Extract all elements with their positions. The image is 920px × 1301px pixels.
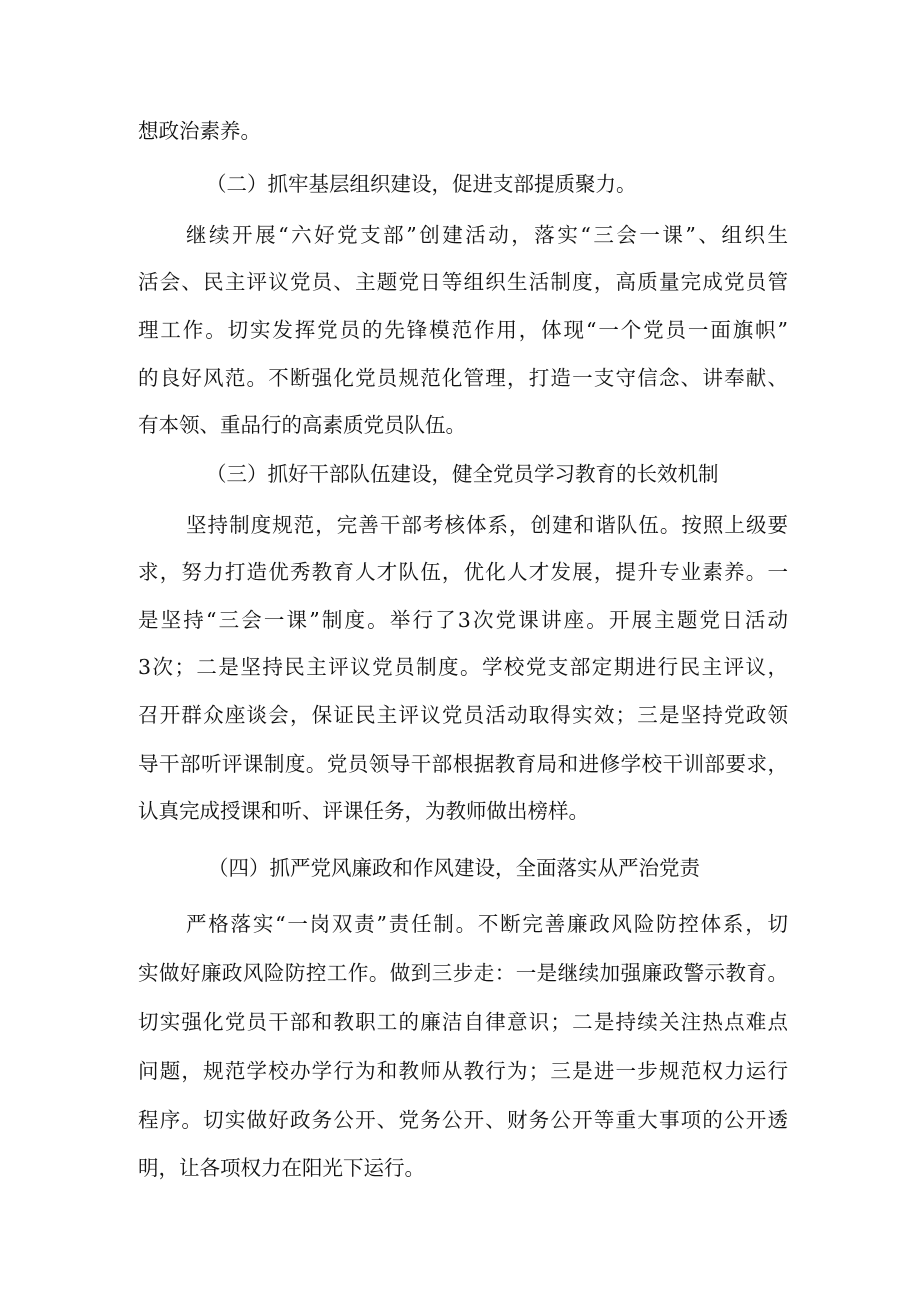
section-heading: （四）抓严党风廉政和作风建设，全面落实从严治党责 <box>208 856 700 880</box>
paragraph-line: 求，努力打造优秀教育人才队伍，优化人才发展，提升专业素养。一 <box>138 560 788 584</box>
paragraph-line: 活会、民主评议党员、主题党日等组织生活制度，高质量完成党员管 <box>138 270 788 294</box>
paragraph-line: 严格落实“一岗双责”责任制。不断完善廉政风险防控体系，切 <box>186 912 788 936</box>
paragraph-line: 导干部听评课制度。党员领导干部根据教育局和进修学校干训部要求， <box>138 752 788 776</box>
paragraph-line: 认真完成授课和听、评课任务，为教师做出榜样。 <box>138 799 589 823</box>
paragraph-line: 明，让各项权力在阳光下运行。 <box>138 1156 425 1180</box>
paragraph-line: 是坚持“三会一课”制度。举行了3次党课讲座。开展主题党日活动 <box>138 608 788 632</box>
paragraph-line: 想政治素养。 <box>138 119 261 143</box>
section-heading: （二）抓牢基层组织建设，促进支部提质聚力。 <box>206 172 637 196</box>
paragraph-line: 的良好风范。不断强化党员规范化管理，打造一支守信念、讲奉献、 <box>138 366 788 390</box>
paragraph-line: 程序。切实做好政务公开、党务公开、财务公开等重大事项的公开透 <box>138 1108 788 1132</box>
paragraph-line: 问题，规范学校办学行为和教师从教行为；三是进一步规范权力运行 <box>138 1059 788 1083</box>
paragraph-line: 召开群众座谈会，保证民主评议党员活动取得实效；三是坚持党政领 <box>138 703 788 727</box>
paragraph-line: 继续开展“六好党支部”创建活动，落实“三会一课”、组织生 <box>186 223 788 247</box>
paragraph-line: 3次；二是坚持民主评议党员制度。学校党支部定期进行民主评议， <box>138 655 788 679</box>
paragraph-line: 切实强化党员干部和教职工的廉洁自律意识；二是持续关注热点难点 <box>138 1010 788 1034</box>
paragraph-line: 理工作。切实发挥党员的先锋模范作用，体现“一个党员一面旗帜” <box>138 318 788 342</box>
section-heading: （三）抓好干部队伍建设，健全党员学习教育的长效机制 <box>206 462 719 486</box>
paragraph-line: 实做好廉政风险防控工作。做到三步走：一是继续加强廉政警示教育。 <box>138 961 788 985</box>
paragraph-line: 坚持制度规范，完善干部考核体系，创建和谐队伍。按照上级要 <box>186 513 788 537</box>
paragraph-line: 有本领、重品行的高素质党员队伍。 <box>138 413 466 437</box>
